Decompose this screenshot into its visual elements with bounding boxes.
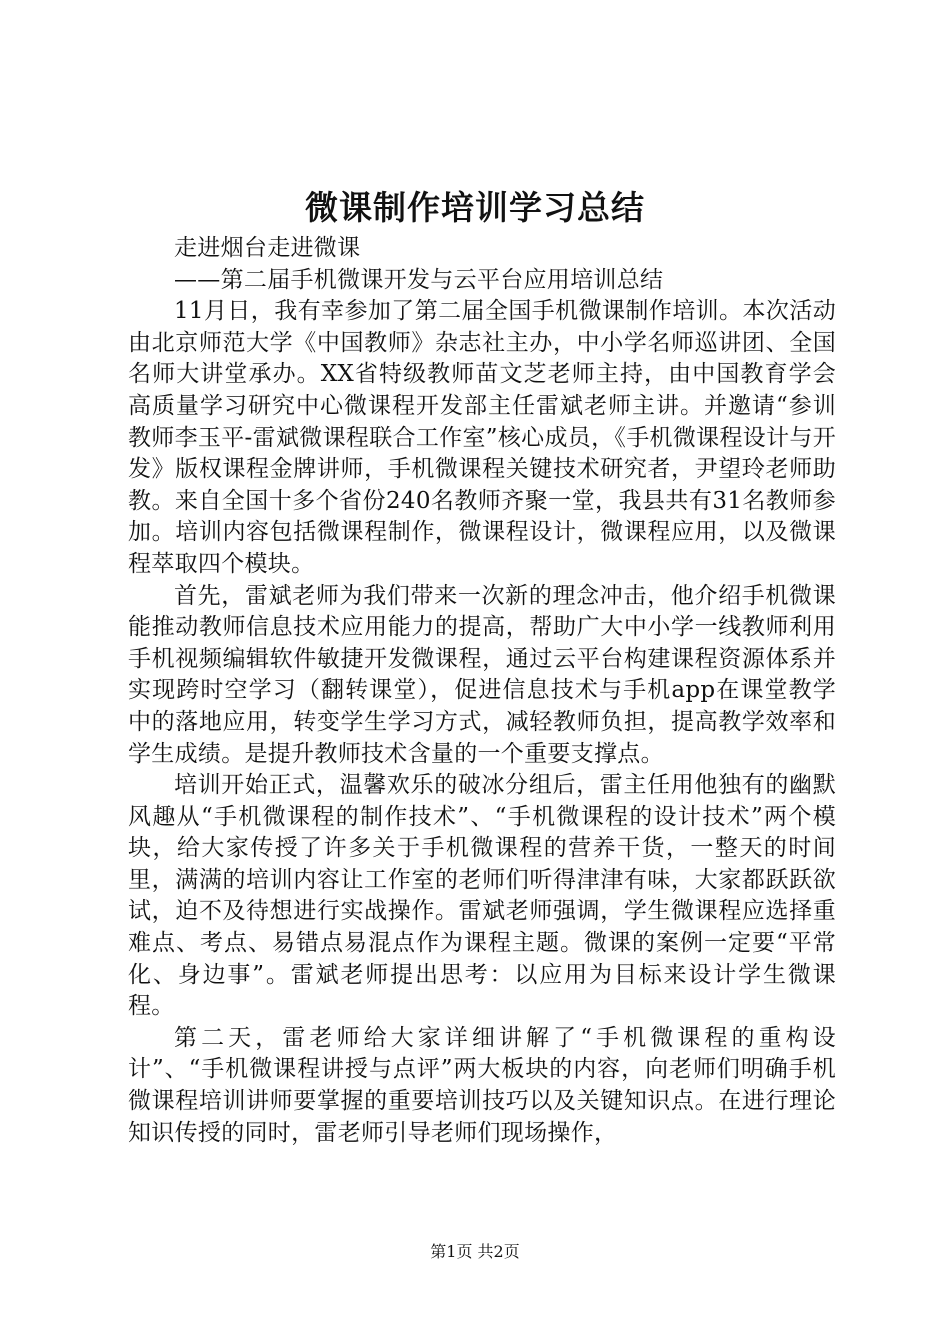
page-number-footer: 第1页 共2页 [430, 1242, 520, 1261]
body-paragraph: 培训开始正式，温馨欢乐的破冰分组后，雷主任用他独有的幽默风趣从“手机微课程的制作技术”、“手机微课程的设计技术”两个模块，给大家传授了许多关于手机微课程的营养干货，一整天的时间里，满满的培训内容让工作室的老师们听得津津有味，大家都跃跃欲试，迫不及待想进行实战操作。雷斌老师强调，学生微课程应选择重难点、考点、易错点易混点作为课程主题。微课的案例一定要“平常化、身边事”。雷斌老师提出思考：以应用为目标来设计学生微课程。 [128, 772, 836, 1020]
subtitle-line: 走进烟台走进微课 [174, 235, 361, 261]
subtitle-line: ——第二届手机微课开发与云平台应用培训总结 [174, 266, 664, 293]
body-paragraph: 第二天，雷老师给大家详细讲解了“手机微课程的重构设计”、“手机微课程讲授与点评”两大板块的内容，向老师们明确手机微课程培训讲师要掌握的重要培训技巧以及关键知识点。在进行理论知识传授的同时，雷老师引导老师们现场操作， [128, 1024, 836, 1146]
document-body [128, 233, 836, 1149]
body-paragraph: 首先，雷斌老师为我们带来一次新的理念冲击，他介绍手机微课能推动教师信息技术应用能力的提高，帮助广大中小学一线教师利用手机视频编辑软件敏捷开发微课程，通过云平台构建课程资源体系并实现跨时空学习（翻转课堂），促进信息技术与手机app在课堂教学中的落地应用，转变学生学习方式，减轻教师负担，提高教学效率和学生成绩。是提升教师技术含量的一个重要支撑点。 [128, 582, 836, 767]
body-paragraph: 11月日，我有幸参加了第二届全国手机微课制作培训。本次活动由北京师范大学《中国教师》杂志社主办，中小学名师巡讲团、全国名师大讲堂承办。XX省特级教师苗文芝老师主持，由中国教育学会高质量学习研究中心微课程开发部主任雷斌老师主讲。并邀请“参训教师李玉平-雷斌微课程联合工作室”核心成员，《手机微课程设计与开发》版权课程金牌讲师，手机微课程关键技术研究者，尹望玲老师助教。来自全国十多个省份240名教师齐聚一堂，我县共有31名教师参加。培训内容包括微课程制作，微课程设计，微课程应用，以及微课程萃取四个模块。 [128, 298, 836, 577]
document-title: 微课制作培训学习总结 [305, 188, 645, 227]
